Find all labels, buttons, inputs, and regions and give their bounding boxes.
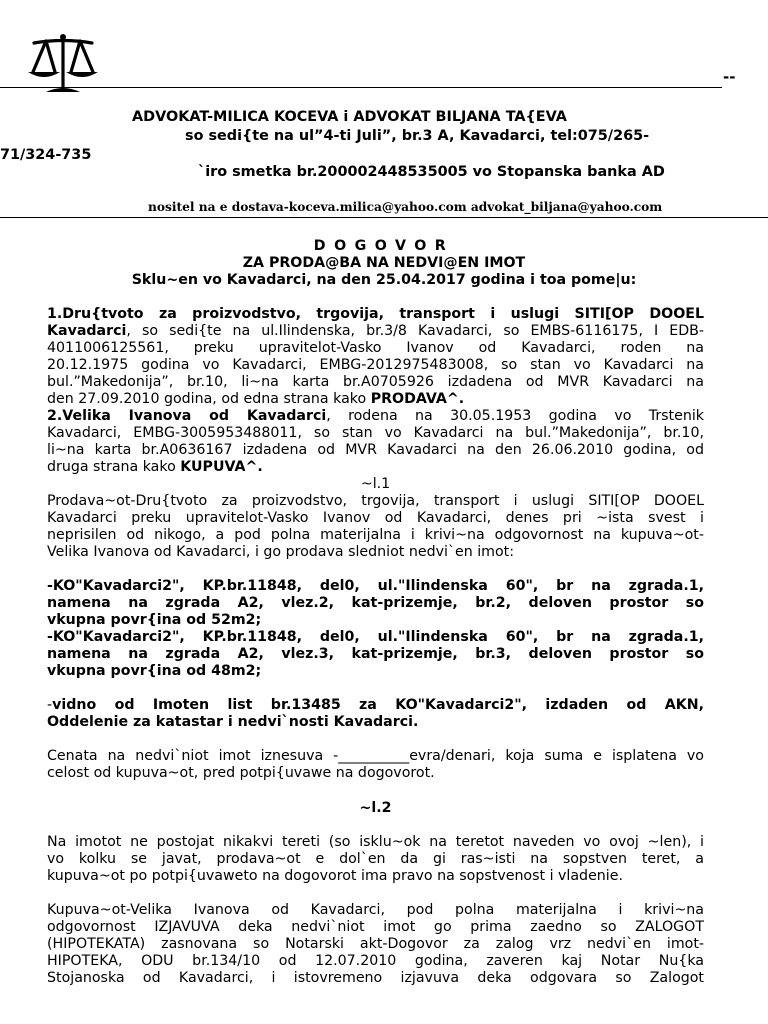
- header-bottom-rule: [0, 217, 768, 218]
- party-1-line: den 27.09.2010 godina, od edna strana kako PRODAVA^.: [47, 391, 465, 407]
- article-1-heading: ~l.1: [360, 476, 391, 492]
- party-1-line: 1.Dru{tvoto za proizvodstvo, trgovija, transport i uslugi SITI[OP DOOEL: [47, 306, 704, 322]
- document-subtitle: ZA PRODA@BA NA NEDVI@EN IMOT: [242, 255, 526, 271]
- party-1-line: 20.12.1975 godina vo Kavadarci, EMBG-2012975483008, so stan vo Kavadarci na: [47, 357, 704, 373]
- seller-label: PRODAVA^.: [370, 391, 465, 407]
- firm-phone-continuation: 71/324-735: [0, 147, 92, 163]
- price-clause: Cenata na nedvi`niot imot iznesuva -__________evra/denari, koja suma e isplatena vo celost od kupuva~ot, pred potpi{uvawe na dogovorot.: [47, 748, 704, 781]
- encumbrance-clause: Na imotot ne postojat nikakvi tereti (so isklu~ok na teretot naveden vo ovoj ~len), i vo kolku se javat, prodava~ot e dol`en da gi ras~isti na sopstven teret, a kupuva~ot po potpi{uvaweto na dogovorot ima pravo na sopstvenost i vladenie.: [47, 834, 704, 884]
- mortgage-clause: Kupuva~ot-Velika Ivanova od Kavadarci, pod polna materijalna i krivi~na odgovornost IZJAVUVA deka nedvi`niot imot go prima zaedno so ZALOGOT (HIPOTEKATA) zasnovana so Notarski akt-Dogovor za zalog vrz nedvi`en imot- HIPOTEKA, ODU br.134/10 od 12.07.2010 godina, zaveren kaj Notar Nu{ka Stojanoska od Kavadarci, i istovremeno izjavuva deka odgovara so Zalogot: [47, 902, 704, 986]
- party-1-line: bul.”Makedonija”, br.10, li~na karta br.A0705926 izdadena od MVR Kavadarci na: [47, 374, 704, 390]
- firm-address: so sedi{te na ul”4-ti Juli”, br.3 A, Kavadarci, tel:075/265-: [185, 128, 650, 144]
- document-conclusion-line: Sklu~en vo Kavadarci, na den 25.04.2017 godina i toa pome|u:: [131, 272, 637, 288]
- land-registry-reference: -vidno od Imoten list br.13485 za KO"Kavadarci2", izdaden od AKN, Oddelenie za katastar i nedvi`nosti Kavadarci.: [47, 697, 704, 730]
- party-1-paragraph: [47, 306, 704, 408]
- firm-name: ADVOKAT-MILICA KOCEVA i ADVOKAT BILJANA TA{EVA: [132, 109, 567, 125]
- party-1-line: Kavadarci, so sedi{te na ul.Ilindenska, br.3/8 Kavadarci, so EMBS-6116175, I EDB-: [47, 323, 704, 339]
- header-dashes: --: [723, 68, 736, 86]
- header-rule: [0, 87, 722, 88]
- property-1-description: -KO"Kavadarci2", KP.br.11848, del0, ul."Ilindenska 60", br na zgrada.1, namena na zgrada A2, vlez.2, kat-prizemje, br.2, deloven prostor so vkupna povr{ina od 52m2;: [47, 578, 704, 628]
- party-2-paragraph: [47, 408, 704, 476]
- party-1-line: 4011006125561, preku upravitelot-Vasko Ivanov od Kavadarci, roden na: [47, 340, 704, 356]
- article-2-heading: ~l.2: [359, 800, 392, 816]
- party-2-line: Kavadarci, EMBG-3005953488011, so stan vo Kavadarci na bul.”Makedonija”, br.10,: [47, 425, 704, 441]
- document-title: DOGOVOR: [313, 238, 455, 254]
- bank-account: `iro smetka br.200002448535005 vo Stopanska banka AD: [198, 164, 665, 180]
- party-2-line: druga strana kako KUPUVA^.: [47, 459, 263, 475]
- property-2-description: -KO"Kavadarci2", KP.br.11848, del0, ul."Ilindenska 60", br na zgrada.1, namena na zgrada A2, vlez.3, kat-prizemje, br.3, deloven prostor so vkupna povr{ina od 48m2;: [47, 629, 704, 679]
- contact-emails: nositel na e dostava-koceva.milica@yahoo.com advokat_biljana@yahoo.com: [148, 200, 663, 214]
- party-2-line: 2.Velika Ivanova od Kavadarci, rodena na 30.05.1953 godina vo Trstenik: [47, 408, 704, 424]
- buyer-label: KUPUVA^.: [180, 459, 263, 475]
- party-2-line: li~na karta br.A0636167 izdadena od MVR Kavadarci na den 26.06.2010 godina, od: [47, 442, 704, 458]
- article-1-intro: Prodava~ot-Dru{tvoto za proizvodstvo, trgovija, transport i uslugi SITI[OP DOOEL Kavadarci preku upravitelot-Vasko Ivanov od Kavadarci, denes pri ~ista svest i neprisilen od nikogo, a pod polna materijalna i krivi~na odgovornost na kupuva~ot- Velika Ivanova od Kavadarci, i go prodava sledniot nedvi`en imot:: [47, 493, 704, 560]
